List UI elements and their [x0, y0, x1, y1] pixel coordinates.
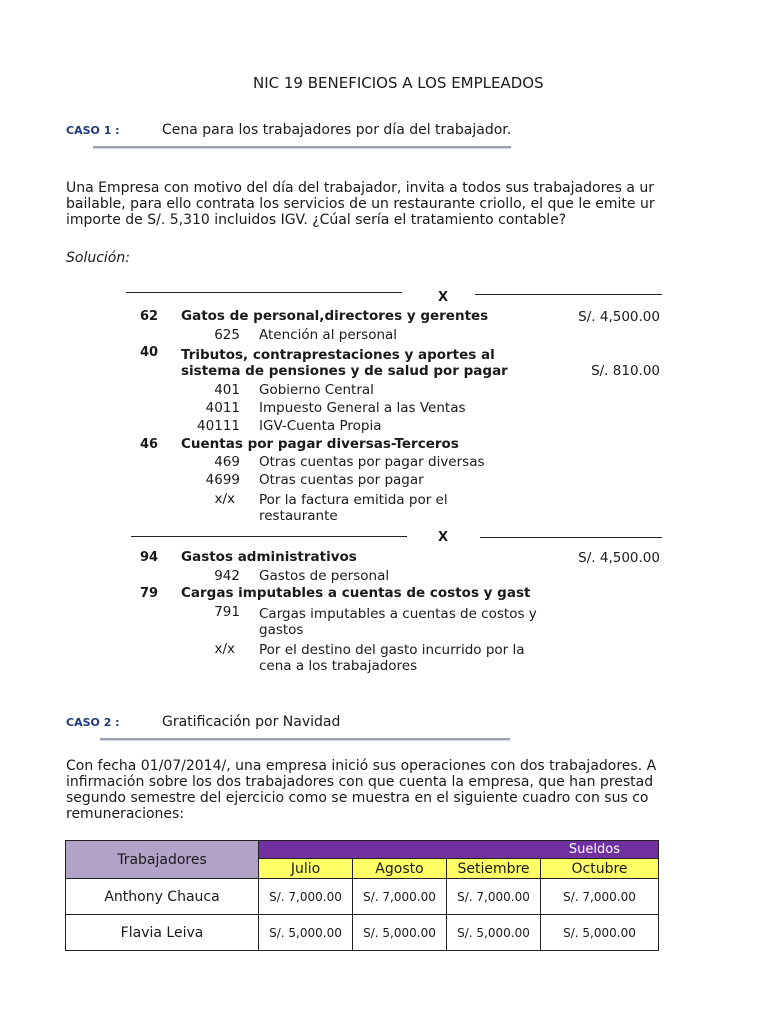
entry2-line-left: [131, 536, 407, 537]
caso1-label: CASO 1 :: [66, 124, 120, 137]
caso1-underline: [93, 146, 511, 148]
entry1-marker: X: [438, 290, 449, 305]
salary-table: [65, 840, 659, 951]
account-4699-code: 4699: [205, 472, 240, 488]
caso2-heading: Gratificación por Navidad: [162, 714, 341, 730]
account-46-code: 46: [140, 437, 159, 452]
header-month-octubre: Octubre: [541, 859, 659, 879]
header-month-julio: Julio: [259, 859, 353, 879]
caso2-paragraph-line-4: remuneraciones:: [66, 806, 185, 822]
table-row: [66, 879, 659, 915]
caso1-paragraph-line-3: importe de S/. 5,310 incluidos IGV. ¿Cúal sería el tratamiento contable?: [66, 212, 567, 228]
header-trabajadores: Trabajadores: [66, 841, 259, 879]
account-40111-name: IGV-Cuenta Propia: [259, 418, 382, 434]
account-79-code: 79: [140, 586, 159, 601]
account-791-code: 791: [214, 604, 240, 620]
caso2-paragraph-line-1: Con fecha 01/07/2014/, una empresa inició sus operaciones con dos trabajadores. A: [66, 758, 657, 774]
entry1-glosa-text: Por la factura emitida por el restaurante: [259, 492, 448, 524]
solucion-label: Solución:: [66, 250, 130, 266]
account-469-code: 469: [214, 454, 240, 470]
account-94-amount: S/. 4,500.00: [578, 550, 660, 566]
account-625-code: 625: [214, 327, 240, 343]
salary-cell: S/. 5,000.00: [259, 915, 353, 951]
account-79-name: Cargas imputables a cuentas de costos y gast: [181, 585, 531, 601]
account-46-name: Cuentas por pagar diversas-Terceros: [181, 436, 459, 452]
entry2-line-right: [480, 537, 662, 538]
account-62-amount: S/. 4,500.00: [578, 309, 660, 325]
account-401-name: Gobierno Central: [259, 382, 374, 398]
caso2-paragraph-line-3: segundo semestre del ejercicio como se muestra en el siguiente cuadro con sus co: [66, 790, 649, 806]
entry1-line-left: [126, 292, 402, 293]
caso2-label: CASO 2 :: [66, 716, 120, 729]
header-month-agosto: Agosto: [353, 859, 447, 879]
account-40111-code: 40111: [197, 418, 240, 434]
entry2-glosa-code: x/x: [214, 641, 235, 657]
account-94-code: 94: [140, 550, 159, 565]
account-94-name: Gastos administrativos: [181, 549, 357, 565]
caso2-paragraph-line-2: infirmación sobre los dos trabajadores con que cuenta la empresa, que han prestad: [66, 774, 654, 790]
salary-cell: S/. 7,000.00: [259, 879, 353, 915]
salary-cell: S/. 7,000.00: [447, 879, 541, 915]
caso1-paragraph: [66, 180, 662, 228]
entry1-glosa-code: x/x: [214, 491, 235, 507]
header-sueldos: Sueldos: [259, 841, 659, 859]
salary-cell: S/. 7,000.00: [353, 879, 447, 915]
account-942-code: 942: [214, 568, 240, 584]
header-month-setiembre: Setiembre: [447, 859, 541, 879]
worker-name: Anthony Chauca: [66, 879, 259, 915]
account-625-name: Atención al personal: [259, 327, 398, 343]
account-40-amount: S/. 810.00: [591, 363, 660, 379]
account-4699-name: Otras cuentas por pagar: [259, 472, 424, 488]
page-title: NIC 19 BENEFICIOS A LOS EMPLEADOS: [253, 74, 544, 92]
account-942-name: Gastos de personal: [259, 568, 390, 584]
salary-cell: S/. 7,000.00: [541, 879, 659, 915]
account-401-code: 401: [214, 382, 240, 398]
account-791-name: Cargas imputables a cuentas de costos y gastos: [259, 606, 537, 638]
caso2-underline: [100, 738, 510, 740]
salary-cell: S/. 5,000.00: [447, 915, 541, 951]
worker-name: Flavia Leiva: [66, 915, 259, 951]
caso1-paragraph-line-1: Una Empresa con motivo del día del trabajador, invita a todos sus trabajadores a ur: [66, 180, 655, 196]
salary-cell: S/. 5,000.00: [353, 915, 447, 951]
entry1-line-right: [475, 294, 662, 295]
account-469-name: Otras cuentas por pagar diversas: [259, 454, 485, 470]
caso1-heading: Cena para los trabajadores por día del trabajador.: [162, 122, 512, 138]
account-40-code: 40: [140, 345, 159, 360]
caso1-paragraph-line-2: bailable, para ello contrata los servicios de un restaurante criollo, el que le emite ur: [66, 196, 655, 212]
table-row: [66, 915, 659, 951]
entry2-glosa-text: Por el destino del gasto incurrido por la cena a los trabajadores: [259, 642, 525, 674]
account-4011-name: Impuesto General a las Ventas: [259, 400, 466, 416]
account-4011-code: 4011: [205, 400, 240, 416]
entry2-marker: X: [438, 530, 449, 545]
account-40-name: Tributos, contraprestaciones y aportes al sistema de pensiones y de salud por pagar: [181, 347, 508, 379]
account-62-name: Gatos de personal,directores y gerentes: [181, 308, 489, 324]
caso2-paragraph: [66, 758, 662, 822]
account-62-code: 62: [140, 309, 159, 324]
salary-cell: S/. 5,000.00: [541, 915, 659, 951]
